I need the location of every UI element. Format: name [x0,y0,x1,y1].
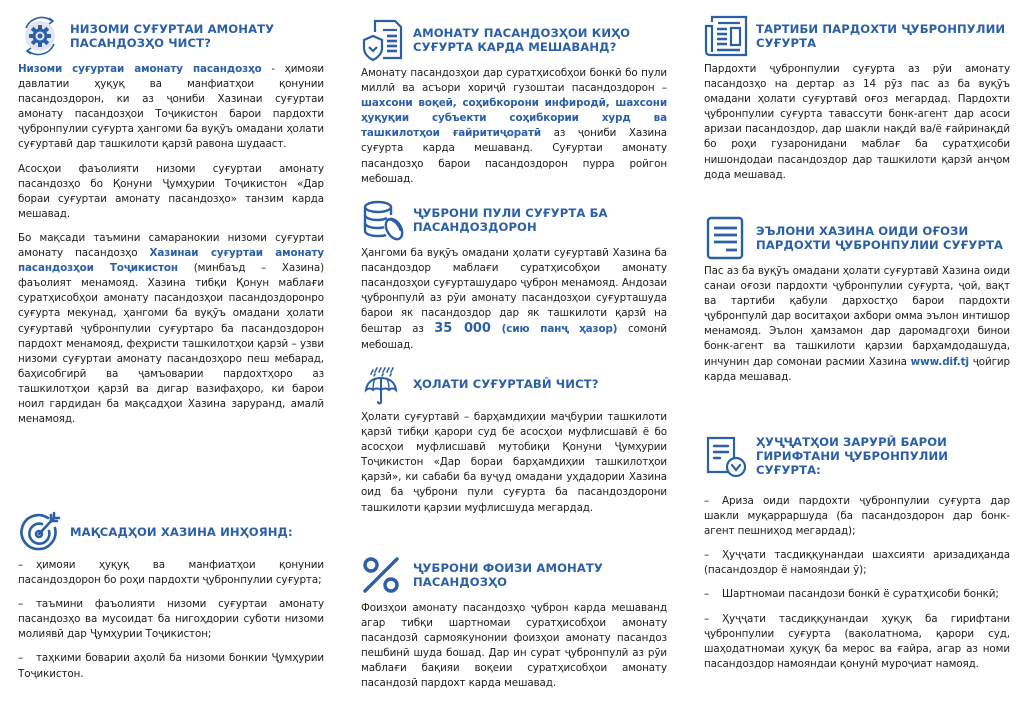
list-item: – Ариза оиди пардохти ҷубронпулии суғурта дар шакли муқарраршуда (ба пасандоздорон дар бонк-агент пешниҳод мегардад); [704,495,1010,538]
section-title: ТАРТИБИ ПАРДОХТИ ҶУБРОНПУЛИИ СУҒУРТА [756,22,1006,50]
list-item: – таъмини фаъолияти низоми суғуртаи амонату пасандозҳо ва мусоидат ба нигоҳдории суботи низоми молиявӣ дар Ҷумҳурии Тоҷикистон; [18,598,324,641]
section-title: НИЗОМИ СУҒУРТАИ АМОНАТУ ПАСАНДОЗҲО ЧИСТ? [70,22,275,50]
list-item: – таҳкими боварии аҳолӣ ба низоми бонкии Ҷумҳурии Тоҷикистон. [18,652,324,680]
coins-stack-icon [361,198,405,242]
section-insured-event [361,362,667,516]
documents-list [704,494,1010,672]
list-item: – Ҳуҷҷати тасдиққунандаи шахсияти аризадиҳанда (пасандоздор ё намояндаи ӯ); [704,549,1010,577]
document-check-icon [704,434,748,478]
section-body: Амонату пасандозҳои дар суратҳисобҳои бонкӣ бо пули миллӣ ва асъори хориҷӣ гузоштаи пасандоздорон – шахсони воқеӣ, соҳибкорони инфиродӣ, шахсони ҳуқуқии субъекти соҳибкории хурд ва ташкилотҳои ғайритиҷоратӣ аз ҷониби Хазина суғурта карда мешаванд. Суғуртаи амонату пасандозҳо барои пасандоздорон пурра ройгон мебошад. [361,67,668,185]
document-shield-icon [361,18,405,62]
section-compensation [361,198,667,353]
section-fund-announcement [704,216,1010,385]
section-title: АМОНАТУ ПАСАНДОЗҲОИ КИҲО СУҒУРТА КАРДА МЕШАВАНД? [413,26,631,54]
section-body: Ҳангоми ба вуқӯъ омадани ҳолати суғуртавӣ Хазина ба пасандоздор маблағи суратҳисобҳои амонату пасандозҳои суғурташудаpo ҷуброн менамояд. Андозаи ҷубронпулӣ аз рӯи амонату пасандозҳои суғурташуда барои як пасандоздор дар як ташкилоти қарзӣ на бештар аз 35 000 (сию панҷ ҳазор) сомонӣ мебошад. [361,247,667,351]
list-item: – Ҳуҷҷати тасдиққунандаи ҳуқуқ ба гирифтани ҷубронпулии суғурта (ваколатнома, қарори суд, шаҳодатномаи ҳуқуқ ба мерос ва ғайра, агар аз номи пасандоздор намояндаи қонунӣ муроҷиат намояд. [704,612,1010,670]
newspaper-icon [704,14,748,58]
section-body: Фоизҳои амонату пасандозҳо ҷуброн карда мешаванд агар тибқи шартномаи суратҳисобҳои амонату пасандозӣ сармоякунонии фоизҳои амонату пасандоз пешбинӣ шуда бошад. Дар ин сурат ҷубронпулӣ аз рӯи маблағи бақияи воқеии суратҳисобҳои амонату пасандозӣ пардохт карда мешавад. [361,602,667,690]
section-body: Пас аз ба вуқӯъ омадани ҳолати суғуртавӣ Хазина оиди санаи оғози пардохти ҷубронпулии суғурта, ҷой, вақт ва тартиби қабули дархостҳо барои пардохти ҷубронпулӣ дар воситаҳои ахбори омма эълон интишор менамояд. Эълон ҳамзамон дар даромадгоҳи бинои бонк-агент ва ташкилоти қарзии барҳамдодашуда, инчунин дар сомонаи расмии Хазина www.dif.tj ҷойгир карда мешавад. [704,265,1010,383]
section-title: МАҚСАДҲОИ ХАЗИНА ИНҲОЯНД: [70,525,293,539]
section-interest-compensation [361,553,667,692]
umbrella-rain-icon [361,362,405,406]
section-title: ЭЪЛОНИ ХАЗИНА ОИДИ ОҒОЗИ ПАРДОХТИ ҶУБРОНПУЛИИ СУҒУРТА [756,224,1004,252]
section-body: Ҳолати суғуртавӣ – барҳамдиҳии маҷбурии ташкилоти қарзӣ тибқи қарори суд бе асосҳои муфлисшавӣ ё бо асосҳои муфлисшавӣ мутобиқи Қонуни Ҷумҳурии Тоҷикистон «Дар бораи барҳамдиҳии ташкилотҳои қарзӣ», ки сабаби ба вуҷуд омадани уҳдадории Хазина оид ба ҷуброни пули суғурта ба пасандоздорони ташкилоти қарзии муфлисшуда мегардад. [361,411,667,514]
compensation-amount: 35 000 [434,321,491,337]
section-required-documents [704,428,1010,672]
document-lines-icon [704,216,748,260]
percent-icon [361,553,405,597]
list-item: – Шартномаи пасандози бонкӣ ё суратҳисоби бонкӣ; [704,588,999,601]
section-body: Асосҳои фаъолияти низоми суғуртаи амонату пасандозҳо бо Қонуни Ҷумҳурии Тоҷикистон «Дар бораи суғуртаи амонату пасандозҳо» танзим карда мешавад. [18,162,324,220]
section-title: ҶУБРОНИ ФОИЗИ АМОНАТУ ПАСАНДОЗҲО [413,561,603,589]
section-body: Бо мақсади таъмини самаранокии низоми суғуртаи амонату пасандозҳо Хазинаи суғуртаи амонату пасандозҳои Тоҷикистон (минбаъд – Хазина) фаъолият менамояд. Хазина тибқи Қонун маблағи суратҳисобҳои амонату пасандозҳои пасандоздоронро суғурта мекунад, ҳангоми ба вуқӯъ омадани ҳолати суғуртавӣ ҷубронпулии суғуртаро ба пасандоздорон пардохт менамояд, феҳристи ташкилотҳои қарзӣ – узви низоми суғуртаи амонату пасандозҳоро пеш мебарад, баҳисобгирӣ ва ҷамъоварии пардохтҳоро аз ташкилотҳои қарзӣ ва дигар вазифаҳоро, ки барои ноил гардидан ба мақсадҳои Хазина заруранд, амалӣ менамояд. [18,231,324,426]
section-body: Низоми суғуртаи амонату пасандозҳо - ҳимояи давлатии ҳуқуқ ва манфиатҳои қонунии пасандоздорон, ки аз ҷониби Хазинаи суғуртаи амонату пасандозҳои Тоҷикистон барои пардохти ҷубронпулии суғурта ҳангоми ба вуқӯъ омадани ҳолати суғуртавӣ дар ташкилоти қарзӣ равона шудааст. [18,63,324,151]
website-link[interactable]: www.dif.tj [910,355,969,368]
gear-cycle-icon [18,14,62,58]
section-body: Пардохти ҷубронпулии суғурта аз рӯи амонату пасандозҳо на дертар аз 14 рӯз пас аз ба вуқӯъ омадани ҳолати суғуртавӣ оғоз мегардад. Пардохти ҷубронпулии суғурта тавассути бонк-агент дар асоси аризаи пасандоздор, дар шакли нақдӣ ва/ё ғайринақдӣ бо роҳи гузаронидани маблағ ба суратҳисоби нишондодаи пасандоздор дар ташкилоти қарзӣ анҷом дода мешавад. [704,63,1010,181]
list-item: – ҳимояи ҳуқуқ ва манфиатҳои қонунии пасандоздорон бо роҳи пардохти ҷубронпулии суғурта; [18,559,324,587]
section-title: ҶУБРОНИ ПУЛИ СУҒУРТА БА ПАСАНДОЗДОРОН [413,206,608,234]
section-title: ҲОЛАТИ СУҒУРТАВӢ ЧИСТ? [413,377,599,391]
section-fund-goals [18,510,324,682]
target-arrow-icon [18,510,62,554]
goals-list [18,558,324,682]
section-title: ҲУҶҶАТҲОИ ЗАРУРӢ БАРОИ ГИРИФТАНИ ҶУБРОНПУЛИИ СУҒУРТА: [756,435,949,477]
section-whose-deposits-insured [361,18,667,187]
section-what-is-insurance-system [18,14,324,427]
section-payment-procedure [704,14,1010,183]
